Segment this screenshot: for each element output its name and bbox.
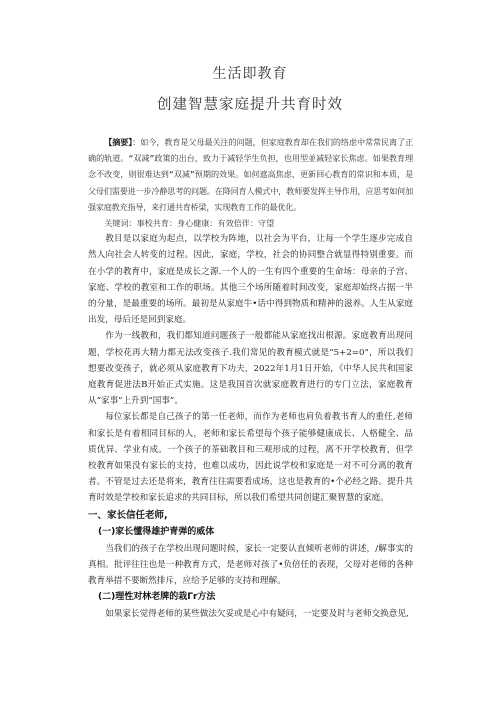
abstract-text: ：如今，教育是父母最关注的问题，但家庭教育却在我们的络虑中常常民离了正确的轨道。“双减”政策的出台，致力于减轻学生负担，也用型並减轻家长焦虑。如果教育理念不改变，则很难达到“双减”预期的效果。如何遮高焦虑，更新回心教育的常识和本质，是父母们需要进一步冷静思考的问题。在降同育人模式中，教师要发挥主导作用，应思考如何加强家庭教充指导，来打通共育桥梁，实现教育工作的最优化。 xyxy=(88,137,413,212)
paragraph-1: 教目是以家庭为起点，以学校为阵地，以社会为平台，让每一个学生逐步完成自然人向社会人转变的过程。因此，家庭，学校，社会的协同整合就显得特别重要。而在小学的教育中，家庭是成长之源.一个人的一生有四个重要的生命场：母亲的子宫、家庭、学校的教室和工作的职场。其他三个场所随着时间改变，家庭却始终占据一半的分量，是最重要的场所。最初是从家庭牛•话中得到物质和精神的滋养。人生从家庭出发，母后还是回到家庭。 xyxy=(88,234,413,326)
subsection-heading-2: (二)理性对林老牌的栽Γr方法 xyxy=(98,592,216,603)
paragraph-3: 每位家长都是自己孩子的第一任老师，而作为老师也肩负着教书育人的重任,老师和家长是有着相同目标的人，老师和家长希望每个孩子能够健康成长、人格健全、品质优异、学业有成。一个孩子的茶础教目和三观形成的过程，离不开学校教育，但学校教育如果没有家长的支持，也难以成功，因此说学校和家庭是一对不可分离的教育者。不管是过去还是将来，教育往往需要看成场，这也是教育的•个必经之路。提升共育时效是学校和家长追求的共同目标，所以我们希望共同创建汇聚智慧的家庭。 xyxy=(88,412,413,504)
document-subtitle: 创建智慧家庭提升共育时效 xyxy=(157,97,343,113)
document-title: 生活即教育 xyxy=(212,66,288,82)
paragraph-2: 作为一线教和，我们都知道问题孩子一般都能从家庭找出根源。家庭教育出现问题，学校花再大精力都无法改变孩子.我们常见的教育模式就是“5+2=0”，所以我们想要改变孩子，就必须从家庭教育下功夫，2022年1月1日开始，《中华人民共和国家庭教育促进法B开始正式实施。这是我国首次就家庭教育进行的专门立法，家庭教育从“家事”上升到“国事”。 xyxy=(88,331,413,407)
subsection-heading-1: (一)家长懂得雄护青弹的威体 xyxy=(98,526,215,537)
section-heading-1: 一、家长信任老师, xyxy=(88,509,168,521)
abstract-paragraph xyxy=(88,134,413,215)
document-body xyxy=(88,134,413,622)
keywords-line: 关键词：事校共育：身心健康：有效倍伴：守望 xyxy=(104,218,275,229)
abstract-label: 【摘要】 xyxy=(104,137,133,147)
paragraph-4: 当我们的孩子在学校出现问题时候，家长一定要认直倾听老师的讲述，/解事实的真相。批评往往也是一种教育方式，是老师对孩了•负倍任的表现，父母对老师的各种教育举措不要断然排斥，应给予足够的支持和理解。 xyxy=(88,543,413,587)
paragraph-5: 如果家长觉得老师的某些做法欠妥或是心中有疑问，一定要及时与老师交换意见, xyxy=(105,609,409,620)
